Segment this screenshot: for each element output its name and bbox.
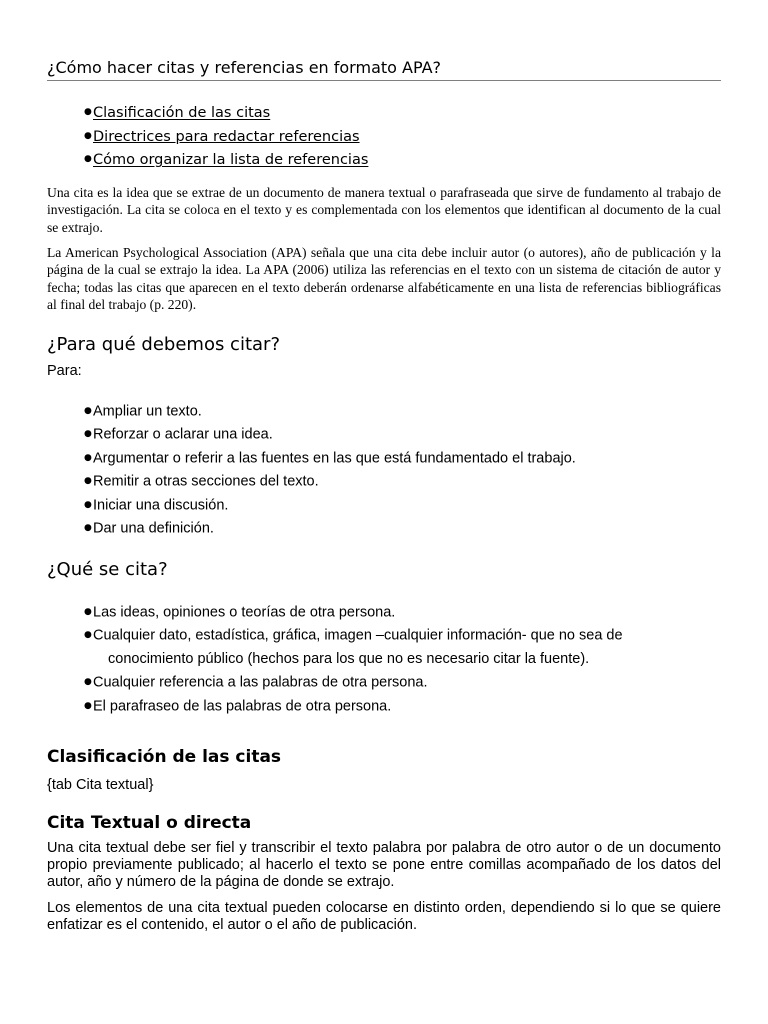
intro-paragraph: Una cita es la idea que se extrae de un documento de manera textual o parafraseada que sirve de fundamento al trabajo de investigación. La cita se coloca en el texto y es complementada con los elementos que identifican al documento de la cual se extrajo. xyxy=(47,185,721,235)
bullet-icon: ● xyxy=(84,406,92,416)
list-item: ●Ampliar un texto. xyxy=(84,400,576,423)
bullet-icon: ● xyxy=(84,429,92,440)
list-item: ●Remitir a otras secciones del texto. xyxy=(84,470,576,493)
toc-item xyxy=(84,101,368,125)
toc-link-directrices[interactable]: Directrices para redactar referencias xyxy=(93,128,360,145)
section-heading-what: ¿Qué se cita? xyxy=(47,559,168,580)
bullet-icon: ● xyxy=(84,499,92,510)
toc-item xyxy=(84,148,368,172)
list-item: ●Las ideas, opiniones o teorías de otra persona. xyxy=(84,601,623,624)
what-list xyxy=(84,601,623,718)
list-item: ●Iniciar una discusión. xyxy=(84,494,576,517)
bullet-icon: ● xyxy=(84,452,92,463)
list-item: ●Cualquier dato, estadística, gráfica, imagen –cualquier información- que no sea de conocimiento público (hechos para los que no es necesario citar la fuente). xyxy=(84,624,623,671)
bullet-icon: ● xyxy=(84,522,92,533)
bullet-icon: ● xyxy=(84,677,92,688)
list-item: ●Cualquier referencia a las palabras de otra persona. xyxy=(84,671,623,694)
textual-paragraph: Los elementos de una cita textual pueden colocarse en distinto orden, dependiendo si lo que se quiere enfatizar es el contenido, el autor o el año de publicación. xyxy=(47,900,721,934)
bullet-icon: ● xyxy=(84,154,92,164)
tab-marker: {tab Cita textual} xyxy=(47,777,154,793)
bullet-icon: ● xyxy=(84,700,92,711)
toc-item xyxy=(84,125,368,149)
list-item: ●Dar una definición. xyxy=(84,517,576,540)
intro-paragraph: La American Psychological Association (APA) señala que una cita debe incluir autor (o autores), año de publicación y la página de la cual se extrajo la idea. La APA (2006) utiliza las referencias en el texto con un sistema de citación de autor y fecha; todas las citas que aparecen en el texto deberán ordenarse alfabéticamente en una lista de referencias bibliográficas al final del trabajo (p. 220). xyxy=(47,245,721,312)
list-item: ●Argumentar o referir a las fuentes en las que está fundamentado el trabajo. xyxy=(84,447,576,470)
bullet-icon: ● xyxy=(84,607,92,617)
toc-link-organizar[interactable]: Cómo organizar la lista de referencias xyxy=(93,151,369,168)
bullet-icon: ● xyxy=(84,130,92,141)
section-heading-classification: Clasificación de las citas xyxy=(47,747,282,767)
textual-paragraph: Una cita textual debe ser fiel y transcribir el texto palabra por palabra de otro autor o de un documento propio previamente publicado; al hacerlo el texto se pone entre comillas acompañado de los datos del autor, año y número de la página de donde se extrajo. xyxy=(47,840,721,891)
bullet-icon: ● xyxy=(84,107,92,117)
section-heading-why: ¿Para qué debemos citar? xyxy=(47,334,280,355)
bullet-icon: ● xyxy=(84,630,92,641)
section-lead: Para: xyxy=(47,363,82,379)
why-list xyxy=(84,400,576,540)
list-item: ●El parafraseo de las palabras de otra persona. xyxy=(84,695,623,718)
section-heading-textual: Cita Textual o directa xyxy=(47,813,252,833)
table-of-contents xyxy=(84,101,368,172)
page-title: ¿Cómo hacer citas y referencias en formato APA? xyxy=(47,57,721,81)
list-item: ●Reforzar o aclarar una idea. xyxy=(84,423,576,446)
toc-link-clasificacion[interactable]: Clasificación de las citas xyxy=(93,104,271,121)
bullet-icon: ● xyxy=(84,476,92,487)
